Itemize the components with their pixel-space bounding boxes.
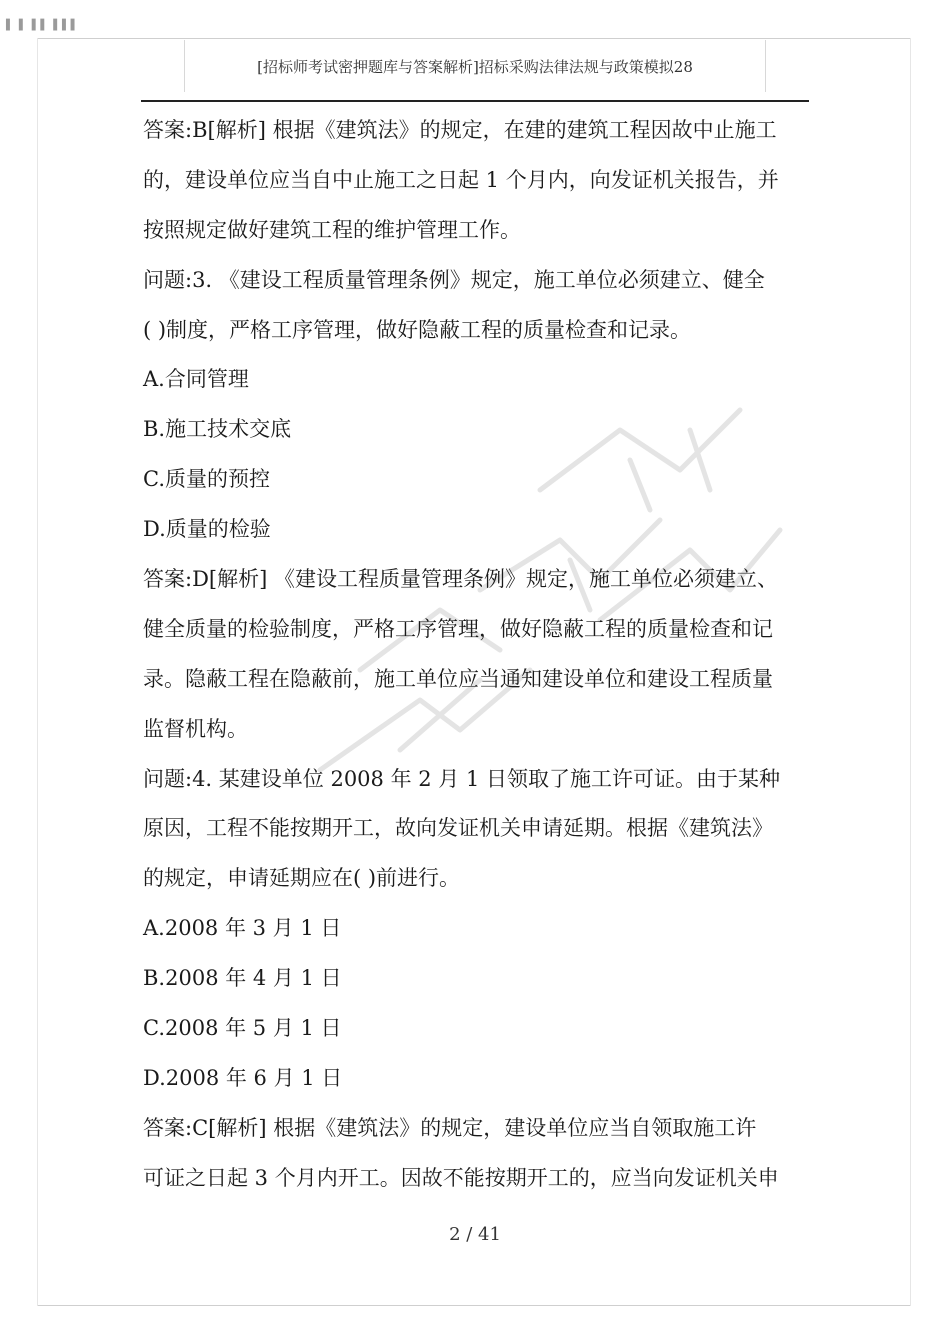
option-c: C.2008 年 5 月 1 日: [143, 1016, 342, 1041]
text-line: 的，建设单位应当自中止施工之日起 1 个月内，向发证机关报告，并: [143, 167, 779, 192]
answer-3: 答案:D[解析] 《建设工程质量管理条例》规定，施工单位必须建立、: [143, 567, 778, 592]
header-rule: [141, 100, 809, 102]
page-header: [184, 40, 766, 92]
question-4-stem: 原因，工程不能按期开工，故向发证机关申请延期。根据《建筑法》: [143, 816, 773, 841]
answer-3: 监督机构。: [143, 716, 248, 741]
option-b: B.施工技术交底: [143, 417, 292, 442]
page-frame-right-edge: [910, 38, 911, 1306]
option-c: C.质量的预控: [143, 467, 270, 492]
option-a: A.2008 年 3 月 1 日: [143, 916, 342, 941]
question-3-stem: 问题:3. 《建设工程质量管理条例》规定，施工单位必须建立、健全: [143, 267, 765, 292]
answer-4: 可证之日起 3 个月内开工。因故不能按期开工的，应当向发证机关申: [143, 1165, 779, 1190]
option-a: A.合同管理: [143, 367, 249, 392]
option-d: D.质量的检验: [143, 517, 271, 542]
document-body: [143, 106, 811, 1204]
question-4-stem: 的规定，申请延期应在( )前进行。: [143, 866, 461, 891]
question-3-stem: ( )制度，严格工序管理，做好隐蔽工程的质量检查和记录。: [143, 317, 692, 342]
text-line: 答案:B[解析] 根据《建筑法》的规定，在建的建筑工程因故中止施工: [143, 118, 777, 142]
question-4-stem: 问题:4. 某建设单位 2008 年 2 月 1 日领取了施工许可证。由于某种: [143, 766, 781, 791]
page-number: 2 / 41: [449, 1224, 501, 1245]
option-b: B.2008 年 4 月 1 日: [143, 966, 342, 991]
option-d: D.2008 年 6 月 1 日: [143, 1065, 343, 1090]
page-frame-left-edge: [37, 38, 38, 1306]
answer-3: 录。隐蔽工程在隐蔽前，施工单位应当通知建设单位和建设工程质量: [143, 666, 773, 691]
text-line: 按照规定做好建筑工程的维护管理工作。: [143, 217, 521, 242]
answer-3: 健全质量的检验制度，严格工序管理，做好隐蔽工程的质量检查和记: [143, 616, 773, 641]
answer-4: 答案:C[解析] 根据《建筑法》的规定，建设单位应当自领取施工许: [143, 1115, 757, 1140]
header-title: [招标师考试密押题库与答案解析]招标采购法律法规与政策模拟28: [257, 57, 693, 76]
corner-mark: ▌ ▌ ▌▌ ▌▌▌: [6, 20, 80, 31]
